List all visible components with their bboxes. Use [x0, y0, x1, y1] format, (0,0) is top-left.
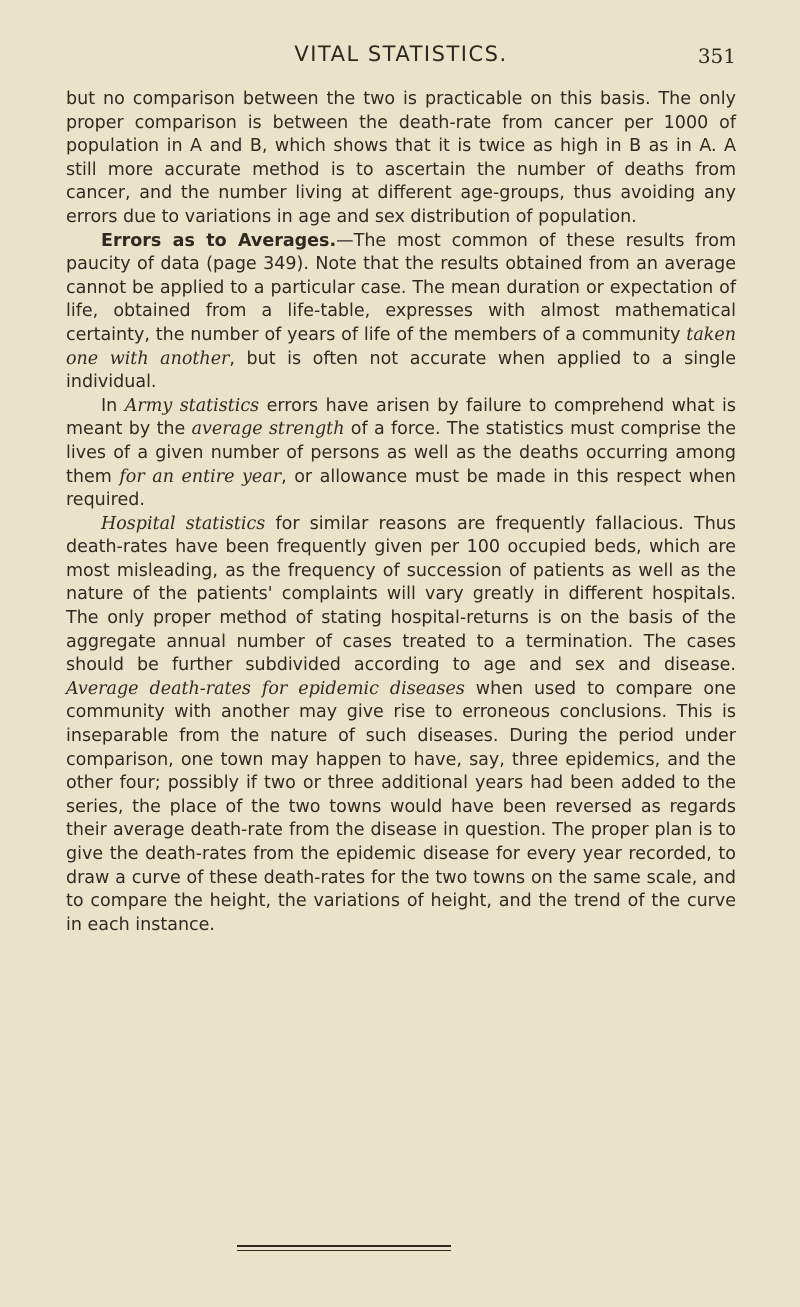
footer-rule: [237, 1245, 451, 1247]
footer-rule-thin: [237, 1250, 451, 1251]
paragraph-text: , or allowance must be made in this respect when required.: [66, 466, 736, 511]
body-text: [66, 88, 736, 937]
book-page: [66, 30, 736, 937]
running-title: VITAL STATISTICS.: [294, 42, 508, 66]
paragraph-text: errors have arisen by failure to comprehend what is meant by the: [66, 395, 737, 440]
italic-phrase: average strength: [191, 419, 345, 440]
paragraph-errors-as-to-averages: [66, 230, 736, 395]
paragraph-text: , but is often not accurate when applied to a single individual.: [66, 348, 736, 393]
paragraph-hospital-statistics: [66, 513, 736, 938]
italic-phrase: for an entire year: [119, 466, 282, 487]
italic-phrase: Hospital statistics: [101, 513, 266, 534]
page-header: [66, 30, 736, 88]
section-heading: Errors as to Averages.: [101, 230, 337, 251]
paragraph-continuation: but no comparison between the two is practicable on this basis. The only proper comparison is between the death-rate from cancer per 1000 of population in A and B, which shows that it is twice as high in B as in A. A still more accurate method is to ascertain the number of deaths from cancer, and the number living at different age-groups, thus avoiding any errors due to variations in age and sex distribution of population.: [66, 89, 736, 227]
paragraph-text: of a force. The statistics must comprise the lives of a given number of persons as well as the deaths occurring among them: [66, 419, 736, 487]
paragraph-text: —The most common of these results from paucity of data (page 349). Note that the results obtained from an average cannot be applied to a particular case. The mean duration or expectation of life, obtained from a life-table, expresses with almost mathematical certainty, the number of years of life of the members of a community: [66, 230, 737, 345]
italic-phrase: taken one with another: [66, 324, 736, 369]
italic-phrase: Army statistics: [124, 395, 260, 416]
italic-phrase: Average death-rates for epidemic diseases: [66, 678, 465, 699]
paragraph-army-statistics: [66, 395, 736, 513]
paragraph-text: when used to compare one community with another may give rise to erroneous conclusions. This is inseparable from the nature of such diseases. During the period under comparison, one town may happen to have, say, three epidemics, and the other four; possibly if two or three additional years had been added to the series, the place of the two towns would have been reversed as regards their average death-rate from the disease in question. The proper plan is to give the death-rates from the epidemic disease for every year recorded, to draw a curve of these death-rates for the two towns on the same scale, and to compare the height, the variations of height, and the trend of the curve in each instance.: [66, 678, 736, 935]
paragraph-text: In: [101, 395, 125, 416]
paragraph-text: for similar reasons are frequently fallacious. Thus death-rates have been frequently given per 100 occupied beds, which are most misleading, as the frequency of succession of patients as well as the nature of the patients' complaints will vary greatly in different hospitals. The only proper method of stating hospital-returns is on the basis of the aggregate annual number of cases treated to a termination. The cases should be further subdivided according to age and sex and disease.: [66, 513, 736, 676]
page-number: 351: [697, 44, 736, 68]
